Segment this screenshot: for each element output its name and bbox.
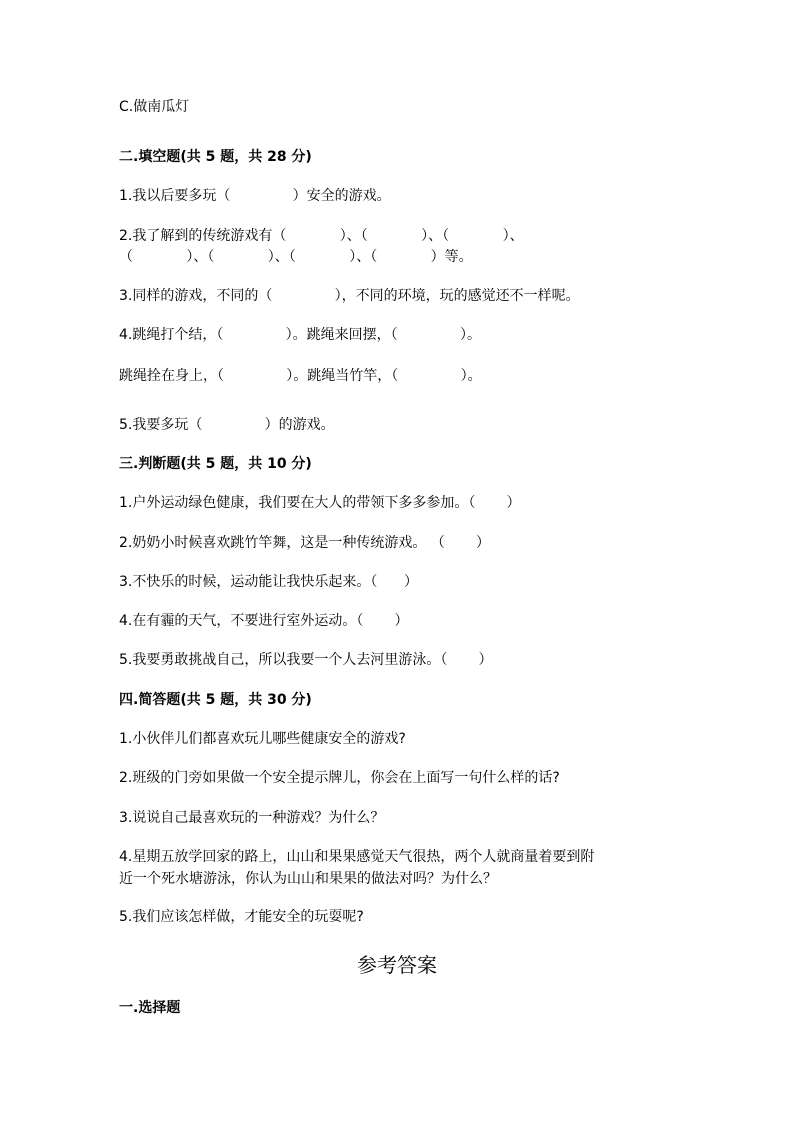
fill-question-5: 5.我要多玩（ ）的游戏。 — [119, 417, 335, 433]
fill-question-4-line1: 4.跳绳打个结，（ ）。跳绳来回摆，（ ）。 — [119, 327, 481, 343]
option-c: C.做南瓜灯 — [119, 99, 190, 115]
section-fill-blank-heading: 二.填空题(共 5 题，共 28 分) — [119, 149, 312, 165]
short-question-5: 5.我们应该怎样做，才能安全的玩耍呢? — [119, 909, 364, 925]
section-true-false-heading: 三.判断题(共 5 题，共 10 分) — [119, 456, 312, 472]
fill-question-2-line2: （ ）、（ ）、（ ）、（ ）等。 — [119, 249, 473, 265]
answer-key-title: 参考答案 — [357, 953, 437, 977]
fill-question-3: 3.同样的游戏，不同的（ ），不同的环境，玩的感觉还不一样呢。 — [119, 288, 580, 304]
section-short-answer-heading: 四.简答题(共 5 题，共 30 分) — [119, 692, 312, 708]
judge-question-1: 1.户外运动绿色健康，我们要在大人的带领下多多参加。（ ） — [119, 495, 521, 511]
short-question-3: 3.说说自己最喜欢玩的一种游戏？为什么？ — [119, 810, 385, 826]
judge-question-2: 2.奶奶小时候喜欢跳竹竿舞，这是一种传统游戏。 （ ） — [119, 535, 490, 551]
judge-question-5: 5.我要勇敢挑战自己，所以我要一个人去河里游泳。（ ） — [119, 652, 493, 668]
short-question-2: 2.班级的门旁如果做一个安全提示牌儿，你会在上面写一句什么样的话? — [119, 770, 560, 786]
fill-question-2-line1: 2.我了解到的传统游戏有（ ）、（ ）、（ ）、 — [119, 228, 524, 244]
short-question-1: 1.小伙伴儿们都喜欢玩儿哪些健康安全的游戏? — [119, 731, 406, 747]
judge-question-3: 3.不快乐的时候，运动能让我快乐起来。（ ） — [119, 574, 419, 590]
fill-question-4-line2: 跳绳拴在身上，（ ）。跳绳当竹竿，（ ）。 — [119, 368, 482, 384]
answer-section-choice-heading: 一.选择题 — [119, 1000, 181, 1016]
fill-question-1: 1.我以后要多玩（ ）安全的游戏。 — [119, 188, 391, 204]
short-question-4-line1: 4.星期五放学回家的路上，山山和果果感觉天气很热，两个人就商量着要到附 — [119, 849, 595, 865]
judge-question-4: 4.在有霾的天气，不要进行室外运动。（ ） — [119, 613, 409, 629]
short-question-4-line2: 近一个死水塘游泳，你认为山山和果果的做法对吗？为什么？ — [119, 871, 497, 887]
